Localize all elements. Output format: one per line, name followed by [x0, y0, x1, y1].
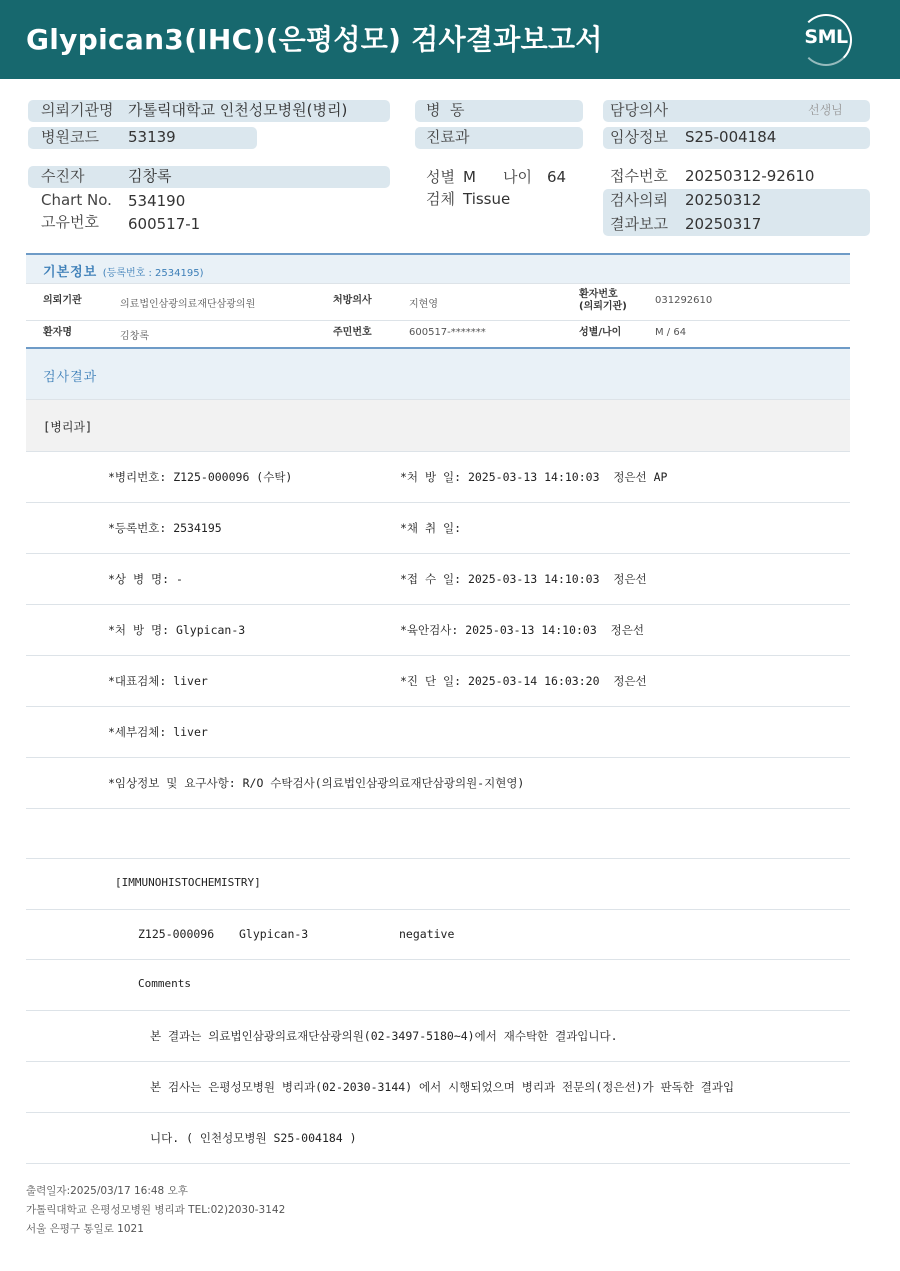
- dept-bar: [26, 400, 850, 451]
- result-row-right: *진 단 일: 2025-03-14 16:03:20 정은선: [400, 674, 647, 688]
- result-row-left: *등록번호: 2534195: [108, 521, 222, 535]
- request-value: 20250312: [685, 191, 762, 209]
- receipt-label: 접수번호: [610, 167, 668, 185]
- footer-dept: 가톨릭대학교 은평성모병원 병리과 TEL:02)2030-3142: [26, 1204, 286, 1216]
- specimen-label: 검체: [426, 190, 455, 208]
- results-dept: [병리과]: [43, 420, 93, 434]
- age-label: 나이: [503, 168, 532, 186]
- divider: [26, 1010, 850, 1011]
- divider: [26, 1061, 850, 1062]
- divider: [26, 604, 850, 605]
- divider: [26, 757, 850, 758]
- report-header: [0, 0, 900, 79]
- hospital-code-value: 53139: [128, 128, 176, 146]
- basic-presc-doc-label: 처방의사: [333, 295, 372, 306]
- basic-presc-doc-value: 지현영: [409, 299, 438, 310]
- result-row-left: *임상정보 및 요구사항: R/O 수탁검사(의료법인삼광의료재단삼광의원-지현영): [108, 776, 525, 790]
- clinical-value: S25-004184: [685, 128, 777, 146]
- basic-pt-no-value: 031292610: [655, 295, 713, 306]
- sex-value: M: [463, 168, 476, 186]
- basic-org-value: 의료법인삼광의료재단삼광의원: [120, 299, 256, 310]
- divider: [26, 553, 850, 554]
- report-value: 20250317: [685, 215, 762, 233]
- basic-pt-name-value: 김창록: [120, 331, 149, 342]
- ward-label: 병 동: [426, 101, 465, 119]
- basic-sexage-value: M / 64: [655, 327, 687, 338]
- comment-line-3: 니다. ( 인천성모병원 S25-004184 ): [150, 1131, 357, 1145]
- receipt-value: 20250312-92610: [685, 167, 815, 185]
- ihc-test: Glypican-3: [239, 927, 309, 941]
- basic-rrn-value: 600517-*******: [409, 327, 486, 338]
- patient-label: 수진자: [41, 167, 85, 185]
- sml-logo: [798, 12, 854, 66]
- comments-label: Comments: [138, 977, 191, 990]
- result-row-left: *세부검체: liver: [108, 725, 208, 739]
- chart-label: Chart No.: [41, 191, 112, 209]
- basic-rrn-label: 주민번호: [333, 327, 372, 338]
- doctor-label: 담당의사: [610, 101, 668, 119]
- result-row-right: *채 취 일:: [400, 521, 462, 535]
- unique-value: 600517-1: [128, 215, 201, 233]
- basic-org-label: 의뢰기관: [43, 295, 82, 306]
- logo-text: SML: [804, 26, 848, 48]
- result-row-right: *처 방 일: 2025-03-13 14:10:03 정은선 AP: [400, 470, 668, 484]
- ihc-no: Z125-000096: [138, 927, 215, 941]
- basic-pt-no-label: 환자번호 (의뢰기관): [579, 289, 627, 312]
- request-label: 검사의뢰: [610, 191, 668, 209]
- basic-pt-name-label: 환자명: [43, 327, 72, 338]
- dept-label: 진료과: [426, 128, 470, 146]
- divider: [26, 1163, 850, 1164]
- results-title: 검사결과: [43, 370, 98, 385]
- requesting-org-label: 의뢰기관명: [41, 101, 114, 119]
- patient-value: 김창록: [128, 167, 172, 185]
- sex-label: 성별: [426, 168, 455, 186]
- result-row-left: *처 방 명: Glypican-3: [108, 623, 246, 637]
- divider: [26, 858, 850, 859]
- hospital-code-label: 병원코드: [41, 128, 99, 146]
- basic-info-title: 기본정보 (등록번호 : 2534195): [43, 265, 204, 280]
- report-title: Glypican3(IHC)(은평성모) 검사결과보고서: [26, 23, 603, 56]
- result-row-left: *병리번호: Z125-000096 (수탁): [108, 470, 293, 484]
- comment-line-2: 본 검사는 은평성모병원 병리과(02-2030-3144) 에서 시행되었으며 병리과 전문의(정은선)가 판독한 결과입: [150, 1080, 735, 1094]
- result-row-left: *상 병 명: -: [108, 572, 183, 586]
- divider: [26, 320, 850, 321]
- result-row-left: *대표검체: liver: [108, 674, 208, 688]
- chart-value: 534190: [128, 192, 186, 210]
- ihc-result: negative: [399, 927, 455, 941]
- requesting-org-value: 가톨릭대학교 인천성모병원(병리): [128, 101, 348, 119]
- report-label: 결과보고: [610, 215, 668, 233]
- divider: [26, 451, 850, 452]
- result-row-right: *육안검사: 2025-03-13 14:10:03 정은선: [400, 623, 644, 637]
- result-row-right: *접 수 일: 2025-03-13 14:10:03 정은선: [400, 572, 647, 586]
- ihc-header: [IMMUNOHISTOCHEMISTRY]: [115, 876, 261, 889]
- footer-printed: 출력일자:2025/03/17 16:48 오후: [26, 1185, 188, 1197]
- age-value: 64: [547, 168, 567, 186]
- divider: [26, 959, 850, 960]
- doctor-suffix: 선생님: [808, 103, 843, 117]
- specimen-value: Tissue: [463, 190, 511, 208]
- comment-line-1: 본 결과는 의료법인삼광의료재단삼광의원(02-3497-5180~4)에서 재수탁한 결과입니다.: [150, 1029, 618, 1043]
- divider: [26, 706, 850, 707]
- results-header: [26, 349, 850, 399]
- clinical-label: 임상정보: [610, 128, 668, 146]
- divider: [26, 283, 850, 284]
- divider: [26, 655, 850, 656]
- divider: [26, 909, 850, 910]
- divider: [26, 808, 850, 809]
- unique-label: 고유번호: [41, 213, 99, 231]
- footer-address: 서울 은평구 통일로 1021: [26, 1223, 144, 1235]
- basic-sexage-label: 성별/나이: [579, 327, 622, 338]
- divider: [26, 502, 850, 503]
- divider: [26, 1112, 850, 1113]
